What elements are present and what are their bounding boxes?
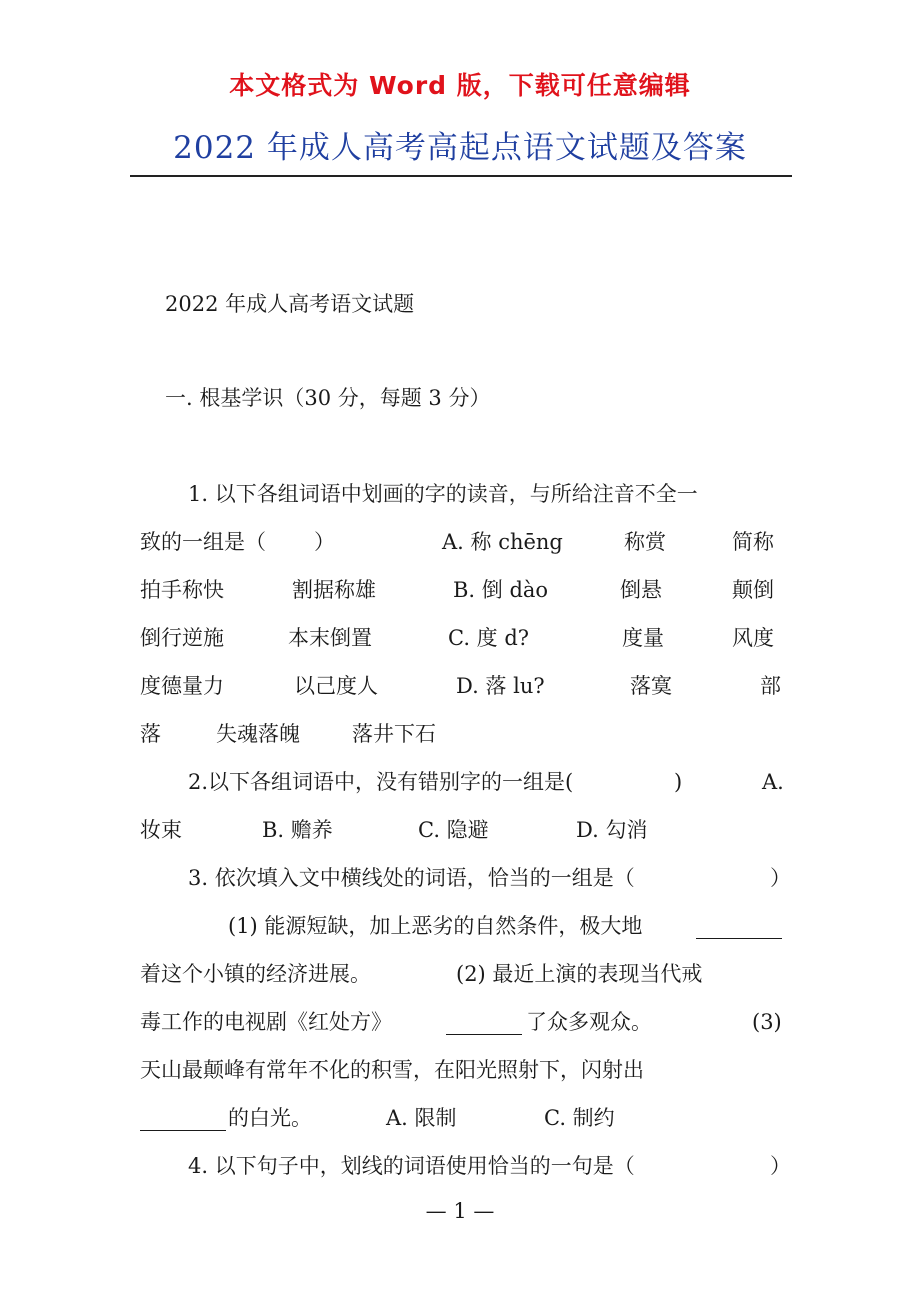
q3-sentence-2-tail: 了众多观众。 <box>526 1010 652 1034</box>
fill-blank <box>696 914 782 939</box>
q4-line-1 <box>140 1148 791 1184</box>
q1-word: 失魂落魄 <box>216 722 300 746</box>
q3-line-4 <box>140 1004 782 1040</box>
section-heading: 一. 根基学识（30 分，每题 3 分） <box>165 386 491 410</box>
q1-text: 致的一组是（ <box>140 530 266 554</box>
q2-option-b: B. 赡养 <box>262 818 333 842</box>
q2-option-a: A. <box>762 770 784 794</box>
q1-option-d: D. 落 lu? <box>456 674 545 698</box>
q1-word: 落寞 <box>630 674 672 698</box>
document-title: 2022 年成人高考高起点语文试题及答案 <box>173 130 747 166</box>
q2-word: 妆束 <box>140 818 182 842</box>
q1-option-b: B. 倒 dào <box>453 578 549 602</box>
q3-paren-close: ） <box>770 866 791 890</box>
q1-line-4 <box>140 620 782 656</box>
fill-blank <box>446 1010 522 1035</box>
fill-blank <box>140 1106 226 1131</box>
q1-stem: 1. 以下各组词语中划画的字的读音，与所给注音不全一 <box>188 482 698 506</box>
q3-sentence-2-end: 毒工作的电视剧《红处方》 <box>140 1010 392 1034</box>
q3-line-5: 天山最颠峰有常年不化的积雪，在阳光照射下，闪射出 <box>140 1058 644 1082</box>
q1-word: 部 <box>760 674 781 698</box>
q1-word: 度量 <box>622 626 664 650</box>
q3-option-a: A. 限制 <box>386 1106 457 1130</box>
q2-option-c: C. 隐避 <box>418 818 489 842</box>
q2-line-2 <box>140 812 782 848</box>
q3-stem: 3. 依次填入文中横线处的词语，恰当的一组是（ <box>188 866 635 890</box>
q2-stem: 2.以下各组词语中，没有错别字的一组是( <box>188 770 574 794</box>
q1-word: 风度 <box>732 626 774 650</box>
q1-word: 本末倒置 <box>288 626 372 650</box>
exam-subtitle: 2022 年成人高考语文试题 <box>165 292 415 316</box>
q2-option-d: D. 勾消 <box>576 818 648 842</box>
q1-line-5 <box>140 668 782 704</box>
q1-word: 以己度人 <box>294 674 378 698</box>
q3-sentence-2: (2) 最近上演的表现当代戒 <box>456 962 703 986</box>
q1-line-3 <box>140 572 782 608</box>
download-banner: 本文格式为 Word 版，下载可任意编辑 <box>229 71 691 100</box>
q1-word: 度德量力 <box>140 674 224 698</box>
q1-word: 落井下石 <box>352 722 436 746</box>
q3-sentence-1: (1) 能源短缺，加上恶劣的自然条件，极大地 <box>228 914 643 938</box>
q3-sentence-3-number: (3) <box>752 1010 782 1034</box>
q1-option-c: C. 度 d? <box>448 626 530 650</box>
title-divider <box>130 175 792 177</box>
q4-paren-close: ） <box>770 1154 791 1178</box>
q1-word: 倒悬 <box>620 578 662 602</box>
q3-line-2 <box>140 908 782 944</box>
q1-word: 拍手称快 <box>140 578 224 602</box>
q2-line-1 <box>140 764 782 800</box>
q1-word: 割据称雄 <box>292 578 376 602</box>
q3-sentence-3-end: 的白光。 <box>228 1106 312 1130</box>
q1-word: 颠倒 <box>732 578 774 602</box>
q1-paren-close: ） <box>314 530 335 554</box>
q3-line-1 <box>140 860 791 896</box>
q3-line-6 <box>140 1100 782 1136</box>
q2-paren-close: ) <box>674 770 683 794</box>
q1-word: 落 <box>140 722 161 746</box>
q3-option-c: C. 制约 <box>544 1106 615 1130</box>
q3-sentence-1-end: 着这个小镇的经济进展。 <box>140 962 371 986</box>
q1-word: 称赏 <box>624 530 666 554</box>
q1-word: 简称 <box>732 530 774 554</box>
q4-stem: 4. 以下句子中，划线的词语使用恰当的一句是（ <box>188 1154 635 1178</box>
page-number: — 1 — <box>425 1199 495 1223</box>
q3-line-3 <box>140 956 782 992</box>
q1-line-2 <box>140 524 782 560</box>
q1-option-a: A. 称 chēng <box>442 530 563 554</box>
q1-line-6 <box>140 716 782 752</box>
q1-word: 倒行逆施 <box>140 626 224 650</box>
